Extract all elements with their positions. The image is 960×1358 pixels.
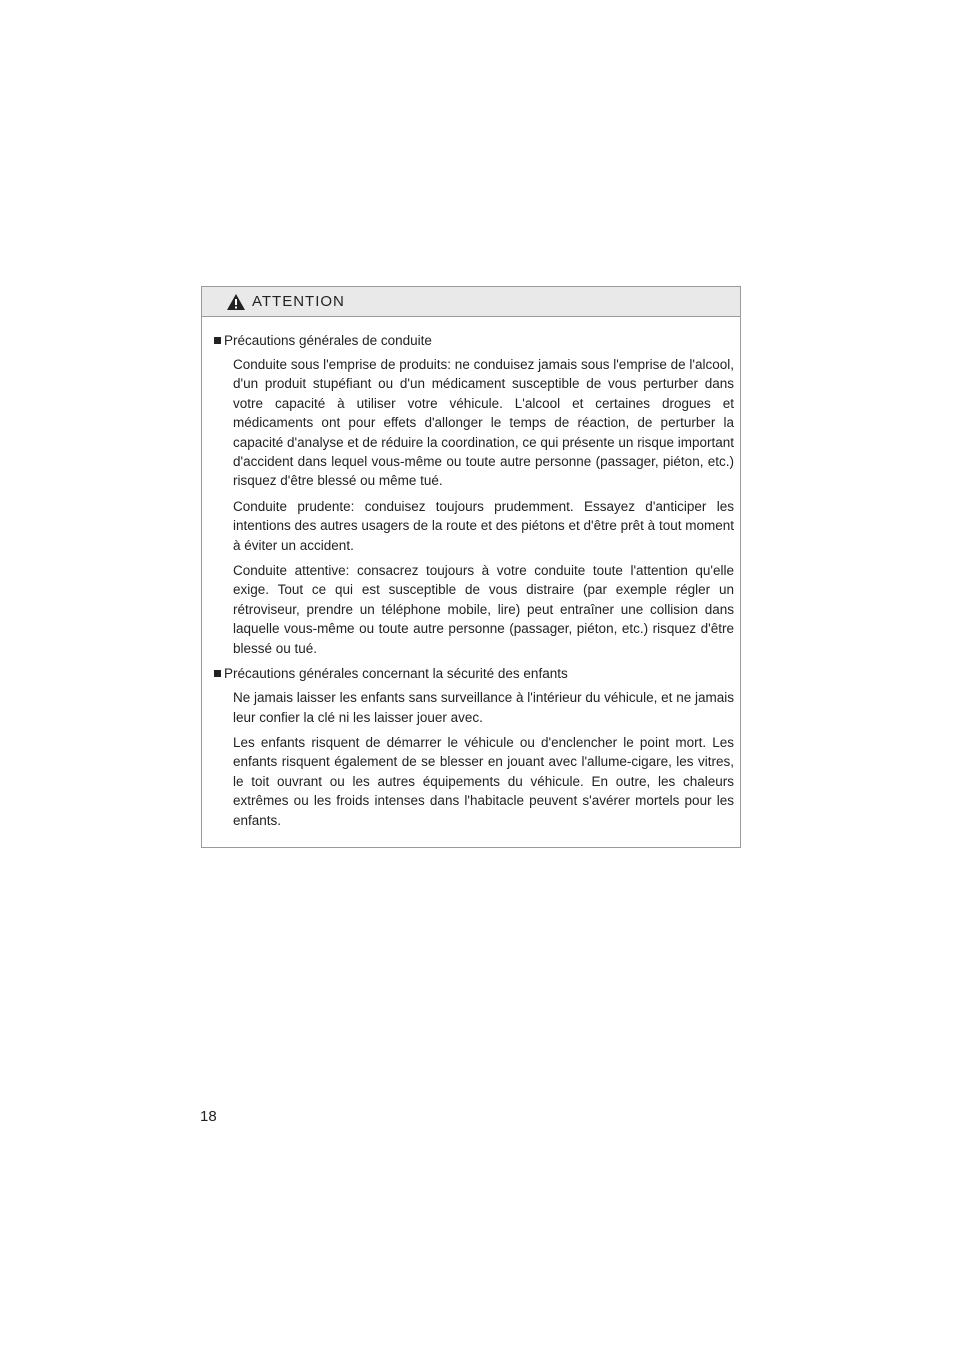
square-bullet-icon [214,670,221,677]
page-number: 18 [200,1108,217,1125]
warning-box [201,286,741,848]
paragraph: Conduite prudente: conduisez toujours prudemment. Essayez d'anticiper les intentions des autres usagers de la route et des piétons et d'être prêt à tout moment à éviter un accident. [233,498,734,553]
paragraph: Ne jamais laisser les enfants sans surveillance à l'intérieur du véhicule, et ne jamais leur confier la clé ni les laisser jouer avec. [233,690,734,725]
square-bullet-icon [214,337,221,344]
warning-header [202,287,740,317]
warning-title: ATTENTION [252,293,345,310]
warning-triangle-icon [226,293,246,311]
section-heading [214,664,734,682]
section-child-safety [214,664,734,830]
section-heading-text: Précautions générales de conduite [224,332,432,348]
warning-body [202,317,740,830]
paragraph: Les enfants risquent de démarrer le véhicule ou d'enclencher le point mort. Les enfants risquent également de se blesser en jouant avec l'allume-cigare, les vitres, le toit ouvrant ou les autres équipements du véhicule. En outre, les chaleurs extrêmes ou les froids intenses dans l'habitacle peuvent s'avérer mortels pour les enfants. [233,734,734,828]
paragraph: Conduite attentive: consacrez toujours à votre conduite toute l'attention qu'elle exige. Tout ce qui est susceptible de vous distraire (par exemple régler un rétroviseur, prendre un téléphone mobile, lire) peut entraîner une collision dans laquelle vous-même ou toute autre personne (passager, piéton, etc.) risquez d'être blessé ou tué. [233,563,734,656]
section-driving-precautions [214,331,734,658]
section-heading [214,331,734,349]
section-heading-text: Précautions générales concernant la sécurité des enfants [224,665,568,681]
paragraph: Conduite sous l'emprise de produits: ne conduisez jamais sous l'emprise de l'alcool, d'un produit stupéfiant ou d'un médicament susceptible de vous perturber dans votre capacité à utiliser votre véhicule. L'alcool et certaines drogues et médicaments ont pour effets d'allonger le temps de réaction, de perturber la capacité d'analyse et de réduire la coordination, ce qui présente un risque important d'accident dans lequel vous-même ou toute autre personne (passager, piéton, etc.) risquez d'être blessé ou même tué. [233,357,734,489]
